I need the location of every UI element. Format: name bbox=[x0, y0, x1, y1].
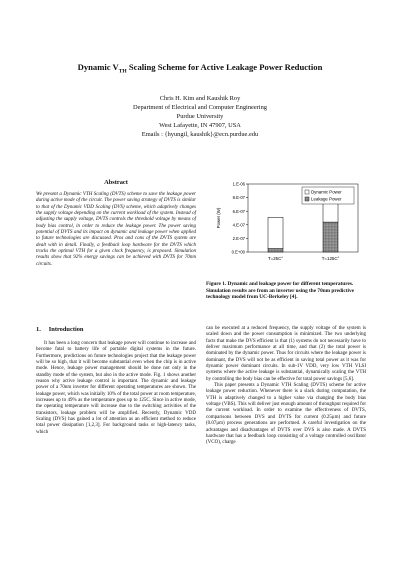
x-category-label: T=125C° bbox=[321, 256, 340, 261]
legend-swatch-leakage bbox=[305, 197, 309, 201]
figure-1 bbox=[214, 178, 364, 274]
introduction-paragraph: It has been a long concern that leakage power will continue to increase and become fatal to battery life of portable digital systems in the future. Furthermore, predictions on future technologies project that the leakage power will be so high, that it will become substantial even when the chip is in active mode. Hence, leakage power management should be done not only in the standby mode of the system, but also in the active mode. Fig. 1 shows another reason why active leakage control is important. The dynamic and leakage power of a 70nm inverter for different operating temperatures are shown. The leakage power, which was initially 10% of the total power at room temperature, increases up to 49% as the temperature goes up to 125C. Since in active mode, the operating temperature will increase due to the switching activities of the transistors, leakage problem will be amplified. Recently, Dynamic VDD Scaling (DVS) has gained a lot of attention as an efficient method to reduce total power dissipation [1,2,3]. For background tasks or high-latency tasks, which bbox=[36, 341, 196, 435]
power-bar-chart bbox=[214, 178, 364, 274]
author-city: West Lafayette, IN 47907, USA bbox=[159, 122, 241, 129]
author-university: Purdue University bbox=[176, 113, 224, 120]
y-tick-label: 6.E-07 bbox=[232, 208, 245, 214]
x-category-label: T=25C° bbox=[267, 256, 284, 261]
author-emails: Emails : {hyungil, kaushik}@ecn.purdue.edu bbox=[141, 131, 259, 138]
abstract-heading: Abstract bbox=[104, 179, 128, 186]
section-heading-introduction bbox=[36, 326, 196, 333]
legend-label: Leakage Power bbox=[311, 196, 342, 202]
author-names: Chris H. Kim and Kaushik Roy bbox=[159, 95, 241, 102]
leakage-bar bbox=[323, 222, 338, 252]
right-column-body bbox=[206, 326, 366, 447]
section-title: Introduction bbox=[48, 326, 84, 333]
y-tick-label: 8.E-07 bbox=[232, 195, 245, 201]
y-tick-label: 4.E-07 bbox=[232, 222, 245, 228]
title-part: Dynamic V bbox=[77, 62, 119, 72]
author-block bbox=[40, 94, 360, 139]
introduction-body bbox=[36, 341, 196, 436]
dynamic-bar bbox=[268, 217, 283, 248]
figure-caption: Figure 1. Dynamic and leakage power for different temperatures. Simulation results are from an inverter using the 70nm predictive technology model from UC-Berkeley [4]. bbox=[206, 281, 354, 301]
right-paragraph-2: This paper presents a Dynamic VTH Scaling (DVTS) scheme for active leakage power reduction. Whenever there is a slack during computation, the VTH is adaptively changed to a higher value via changing the body bias voltage (VBS). This will deliver just enough amount of throughput required for the current workload. In order to examine the effectiveness of DVTS, comparisons between DVS and DVTS for current (0.25μm) and future (0.07μm) process generations are performed. A careful investigation on the advantages and disadvantages of DVTS over DVS is also made. A DVTS hardware that has a feedback loop consisting of a voltage controlled oscillator (VCO), charge bbox=[206, 383, 366, 446]
y-tick-label: 1.E-06 bbox=[232, 181, 245, 187]
y-tick-label: 0.E+00 bbox=[231, 249, 245, 255]
leakage-bar bbox=[268, 249, 283, 252]
author-department: Department of Electrical and Computer Engineering bbox=[133, 104, 267, 111]
y-axis-label: Power (W) bbox=[216, 207, 221, 229]
title-rest: Scaling Scheme for Active Leakage Power Reduction bbox=[126, 62, 323, 72]
abstract-text: We present a Dynamic VTH Scaling (DVTS) scheme to save the leakage power during active mode of the circuit. The power saving strategy of DVTS is similar to that of the Dynamic VDD Scaling (DVS) scheme, which adaptively changes the supply voltage depending on the current workload of the system. Instead of adjusting the supply voltage, DVTS controls the threshold voltage by means of body bias control, in order to reduce the leakage power. The power saving potential of DVTS and its impact on dynamic and leakage power when applied to future technologies are discussed. Pros and cons of the DVTS system are dealt with in detail. Finally, a feedback loop hardware for the DVTS which tracks the optimal VTH for a given clock frequency, is proposed. Simulation results show that 92% energy savings can be achieved with DVTS for 70nm circuits. bbox=[36, 192, 196, 267]
right-paragraph-1: can be executed at a reduced frequency, the supply voltage of the system is scaled down and the power consumption is minimized. The two underlying facts that make the DVS efficient is that (1) systems do not necessarily have to deliver maximum performance at all time, and that (2) the total power is dominated by the dynamic power. Thus for circuits where the leakage power is dominant, the DVS will not be as efficient in saving total power as it was for dynamic power dominant circuits. In sub-1V VDD, very low VTH VLSI systems where the active leakage is substantial, dynamically scaling the VTH by controlling the body bias can be effective for total power savings [5,6]. bbox=[206, 326, 366, 382]
legend-swatch-dynamic bbox=[305, 190, 309, 194]
legend-label: Dynamic Power bbox=[311, 189, 342, 195]
section-number: 1. bbox=[36, 326, 41, 333]
y-tick-label: 2.E-07 bbox=[232, 236, 245, 241]
paper-title bbox=[20, 62, 380, 75]
title-subscript: TH bbox=[118, 68, 127, 75]
